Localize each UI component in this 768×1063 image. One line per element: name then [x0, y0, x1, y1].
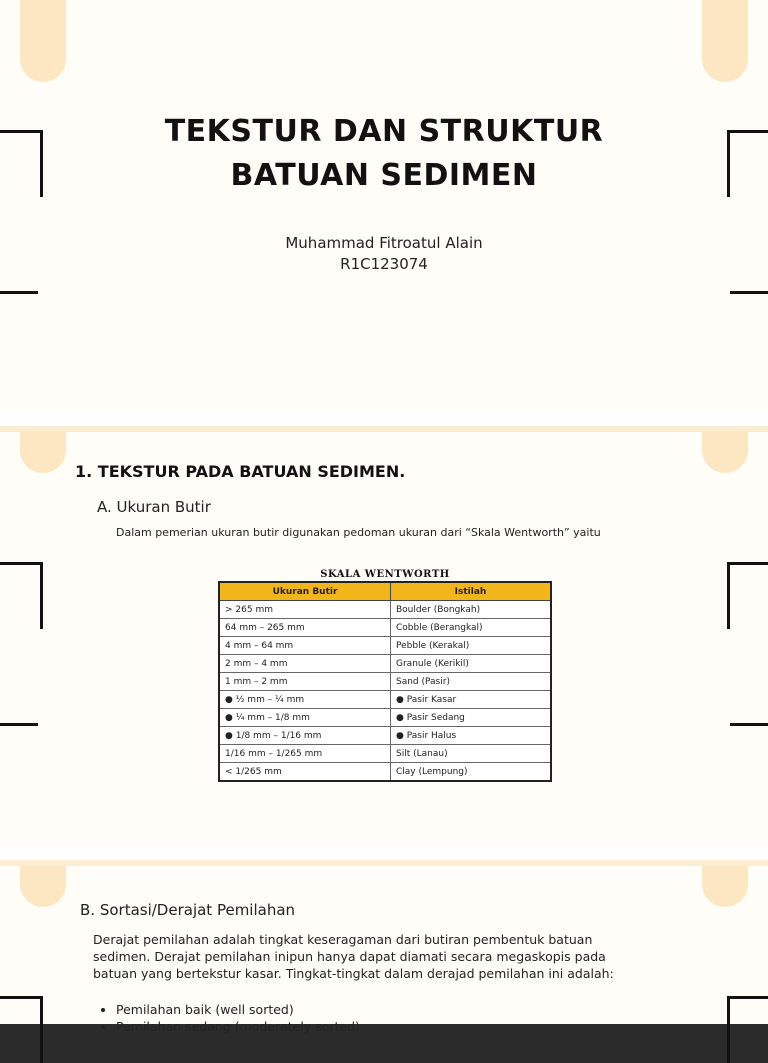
table-cell: Cobble (Berangkal)	[391, 619, 552, 637]
list-item: • Pemilahan baik (well sorted)	[116, 1001, 360, 1018]
wentworth-table	[218, 581, 552, 782]
author-block	[0, 233, 768, 275]
table-row	[219, 763, 551, 782]
table-cell: ● 1/8 mm – 1/16 mm	[219, 727, 391, 745]
table-row	[219, 619, 551, 637]
table-cell: 64 mm – 265 mm	[219, 619, 391, 637]
table-row	[219, 673, 551, 691]
title-line-2: BATUAN SEDIMEN	[230, 158, 538, 193]
decor-tab	[20, 432, 66, 473]
table-row	[219, 745, 551, 763]
decor-dash	[730, 291, 768, 294]
table-cell: ● ½ mm – ¼ mm	[219, 691, 391, 709]
table-cell: Clay (Lempung)	[391, 763, 552, 782]
table-cell: < 1/265 mm	[219, 763, 391, 782]
table-cell: ● Pasir Sedang	[391, 709, 552, 727]
table-cell: Granule (Kerikil)	[391, 655, 552, 673]
table-cell: ● Pasir Kasar	[391, 691, 552, 709]
table-cell: 4 mm – 64 mm	[219, 637, 391, 655]
subsection-heading: B. Sortasi/Derajat Pemilahan	[80, 901, 296, 919]
table-cell: 2 mm – 4 mm	[219, 655, 391, 673]
table-cell: ● Pasir Halus	[391, 727, 552, 745]
decor-tab	[20, 0, 66, 82]
table-cell: Sand (Pasir)	[391, 673, 552, 691]
table-cell: > 265 mm	[219, 601, 391, 619]
decor-dash	[0, 723, 38, 726]
page-title	[0, 110, 768, 198]
table-cell: Boulder (Bongkah)	[391, 601, 552, 619]
table-row	[219, 655, 551, 673]
decor-tab	[702, 432, 748, 473]
subsection-heading: A. Ukuran Butir	[97, 498, 211, 516]
corner-bracket	[727, 562, 768, 629]
table-title: SKALA WENTWORTH	[320, 569, 450, 580]
decor-tab	[702, 0, 748, 82]
corner-bracket	[0, 562, 43, 629]
decor-dash	[0, 291, 38, 294]
title-line-1: TEKSTUR DAN STRUKTUR	[164, 114, 604, 149]
sorting-list	[100, 1001, 360, 1035]
table-row	[219, 601, 551, 619]
intro-paragraph: Dalam pemerian ukuran butir digunakan pedoman ukuran dari “Skala Wentworth” yaitu	[116, 526, 601, 539]
corner-bracket	[727, 996, 768, 1063]
table-cell: ● ¼ mm – 1/8 mm	[219, 709, 391, 727]
texture-slide	[0, 432, 768, 846]
table-row	[219, 727, 551, 745]
table-header-row	[219, 582, 551, 601]
section-heading: 1. TEKSTUR PADA BATUAN SEDIMEN.	[75, 462, 406, 481]
title-slide	[0, 0, 768, 412]
author-name: Muhammad Fitroatul Alain	[285, 234, 483, 252]
table-cell: Silt (Lanau)	[391, 745, 552, 763]
table-row	[219, 709, 551, 727]
decor-dash	[730, 723, 768, 726]
slide-separator	[0, 412, 768, 432]
list-item: • Pemilahan sedang (moderately sorted)	[116, 1018, 360, 1035]
table-cell: Pebble (Kerakal)	[391, 637, 552, 655]
author-id: R1C123074	[340, 255, 428, 273]
sorting-slide	[0, 866, 768, 1034]
table-cell: 1/16 mm – 1/265 mm	[219, 745, 391, 763]
slide-separator	[0, 846, 768, 866]
table-cell: 1 mm – 2 mm	[219, 673, 391, 691]
decor-tab	[702, 866, 748, 907]
decor-tab	[20, 866, 66, 907]
table-row	[219, 637, 551, 655]
column-header: Istilah	[391, 582, 552, 601]
column-header: Ukuran Butir	[219, 582, 391, 601]
sorting-paragraph: Derajat pemilahan adalah tingkat keseragaman dari butiran pembentuk batuan sedimen. Derajat pemilahan inipun hanya dapat diamati secara megaskopis pada batuan yang bertekstur kasar. Tingkat-tingkat dalam derajad pemilahan ini adalah:	[93, 932, 614, 981]
corner-bracket	[0, 996, 43, 1063]
table-row	[219, 691, 551, 709]
